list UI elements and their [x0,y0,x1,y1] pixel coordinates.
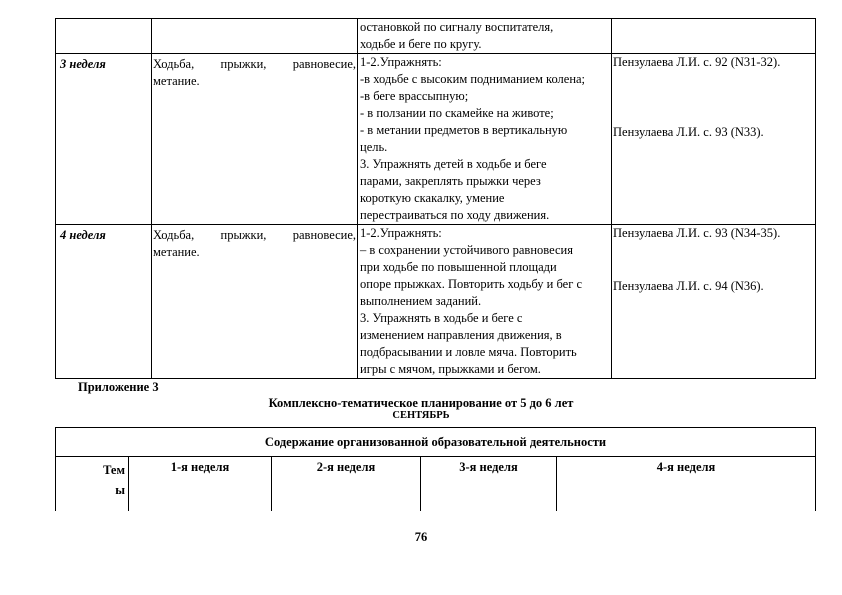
content-line: парами, закреплять прыжки через [360,174,541,188]
content-line: – в сохранении устойчивого равновесия [360,243,573,257]
content-line: короткую скакалку, умение [360,191,505,205]
literature-ref: Пензулаева Л.И. с. 94 (N36). [613,279,764,293]
content-line: 3. Упражнять в ходьбе и беге с [360,311,523,325]
content-line: ходьбе и беге по кругу. [360,37,482,51]
content-line: -в ходьбе с высоким подниманием колена; [360,72,586,86]
content-line: - в метании предметов в вертикальную [360,123,568,137]
content-line: игры с мячом, прыжками и бегом. [360,362,541,376]
table-caption: Содержание организованной образовательной деятельности [56,428,816,457]
content-line: изменением направления движения, в [360,328,562,342]
content-line: опоре прыжках. Повторить ходьбу и бег с [360,277,583,291]
themes-header [56,457,129,512]
content-line: 1-2.Упражнять: [360,226,442,240]
week-cell: 4 неделя [56,225,152,379]
month-heading: СЕНТЯБРЬ [392,410,450,421]
content-line: подбрасывании и ловле мяча. Повторить [360,345,577,359]
content-line: выполнением заданий. [360,294,482,308]
thematic-plan-table [55,427,816,511]
content-line: остановкой по сигналу воспитателя, [360,20,554,34]
content-line: цель. [360,140,388,154]
lesson-plan-table [55,18,816,379]
week-3-header: 3-я неделя [421,457,557,512]
themes-header-line: Тем [103,463,125,477]
content-line: 3. Упражнять детей в ходьбе и беге [360,157,547,171]
table-header-row [56,457,816,512]
topics-cell [152,19,358,54]
literature-cell [612,19,816,54]
week-cell [56,19,152,54]
content-line: перестраиваться по ходу движения. [360,208,550,222]
literature-ref: Пензулаева Л.И. с. 92 (N31-32). [613,55,781,69]
page-number: 76 [414,530,428,544]
week-2-header: 2-я неделя [272,457,421,512]
content-cell [358,225,612,379]
appendix-label: Приложение 3 [78,380,159,394]
plan-title: Комплексно-тематическое планирование от 5 до 6 лет [268,396,574,410]
themes-header-line: ы [115,483,125,497]
week-1-header: 1-я неделя [129,457,272,512]
literature-ref: Пензулаева Л.И. с. 93 (N33). [613,125,764,139]
content-line: 1-2.Упражнять: [360,55,442,69]
week-cell: 3 неделя [56,54,152,225]
content-line: - в ползании по скамейке на животе; [360,106,554,120]
table-row [56,54,816,225]
literature-cell [612,225,816,379]
content-line: при ходьбе по повышенной площади [360,260,557,274]
topics-cell: Ходьба, прыжки, равновесие, метание. [152,225,358,379]
content-cell [358,19,612,54]
table-caption-row [56,428,816,457]
literature-cell [612,54,816,225]
table-row [56,225,816,379]
table-row [56,19,816,54]
literature-ref: Пензулаева Л.И. с. 93 (N34-35). [613,226,781,240]
content-cell [358,54,612,225]
topics-cell: Ходьба, прыжки, равновесие, метание. [152,54,358,225]
week-4-header: 4-я неделя [557,457,816,512]
content-line: -в беге врассыпную; [360,89,469,103]
